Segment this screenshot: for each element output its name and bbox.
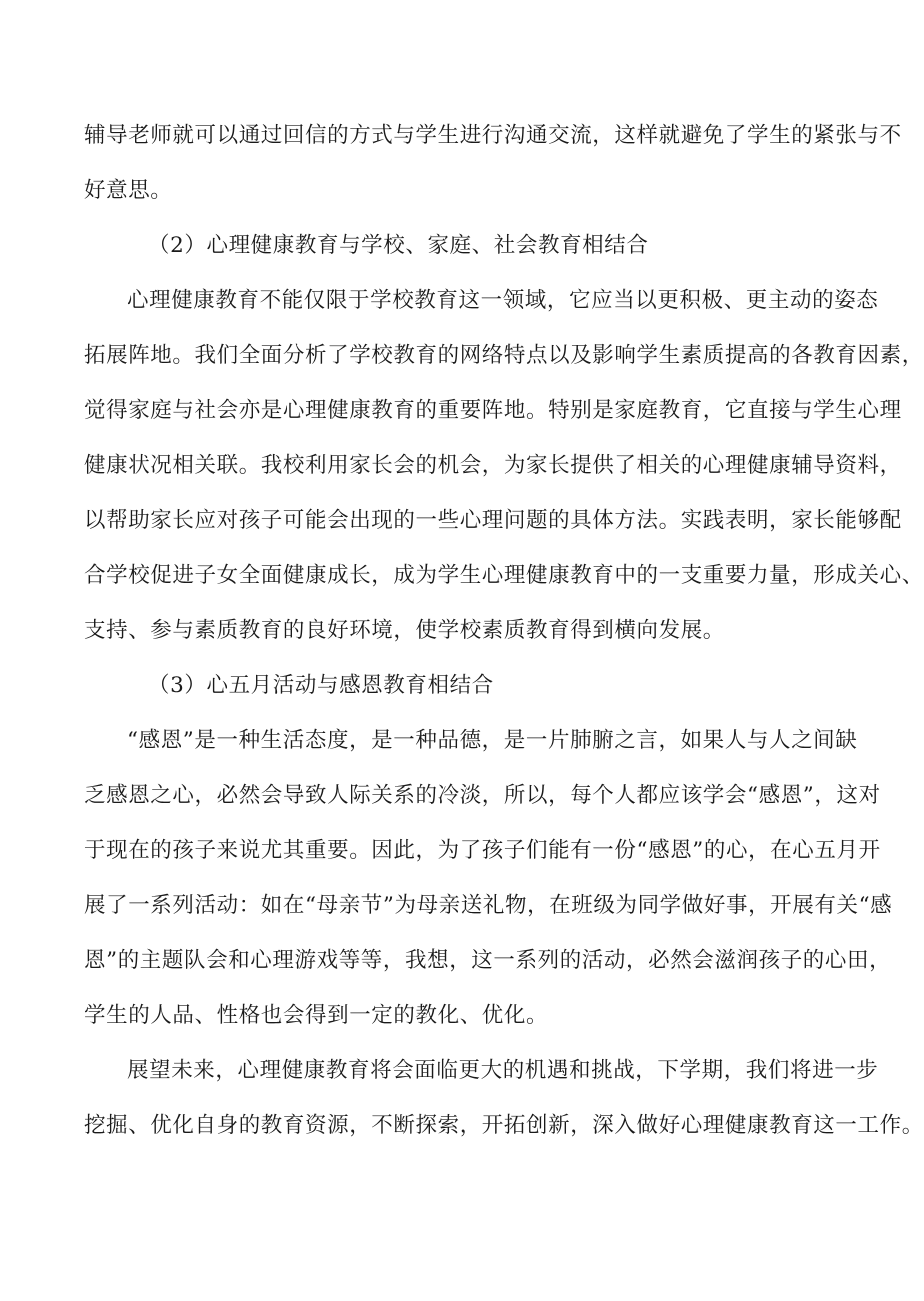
text-line: 于现在的孩子来说尤其重要。因此，为了孩子们能有一份“感恩”的心，在心五月开 [84,838,881,863]
text-line: 拓展阵地。我们全面分析了学校教育的网络特点以及影响学生素质提高的各教育因素， [84,343,924,368]
text-line: 健康状况相关联。我校利用家长会的机会，为家长提供了相关的心理健康辅导资料， [84,453,902,478]
text-line: 恩”的主题队会和心理游戏等等，我想，这一系列的活动，必然会滋润孩子的心田， [84,948,892,973]
section-heading: （2）心理健康教育与学校、家庭、社会教育相结合 [148,233,649,258]
text-line: 乏感恩之心，必然会导致人际关系的冷淡，所以，每个人都应该学会“感恩”，这对 [84,783,881,808]
paragraph-first-line: 心理健康教育不能仅限于学校教育这一领域，它应当以更积极、更主动的姿态 [127,288,879,313]
text-line: 挖掘、优化自身的教育资源，不断探索，开拓创新，深入做好心理健康教育这一工作。 [84,1113,924,1138]
text-line: 觉得家庭与社会亦是心理健康教育的重要阵地。特别是家庭教育，它直接与学生心理 [84,398,902,423]
text-line: 学生的人品、性格也会得到一定的教化、优化。 [84,1003,549,1028]
text-line: 好意思。 [84,178,173,203]
text-line: 支持、参与素质教育的良好环境，使学校素质教育得到横向发展。 [84,618,725,643]
paragraph-first-line: “感恩”是一种生活态度，是一种品德，是一片肺腑之言，如果人与人之间缺 [127,728,858,753]
text-line: 合学校促进子女全面健康成长，成为学生心理健康教育中的一支重要力量，形成关心、 [84,563,924,588]
text-line: 展了一系列活动：如在“母亲节”为母亲送礼物，在班级为同学做好事，开展有关“感 [84,893,893,918]
document-page [84,108,924,1153]
paragraph-first-line: 展望未来，心理健康教育将会面临更大的机遇和挑战，下学期，我们将进一步 [127,1058,879,1083]
section-heading: （3）心五月活动与感恩教育相结合 [148,673,494,698]
text-line: 以帮助家长应对孩子可能会出现的一些心理问题的具体方法。实践表明，家长能够配 [84,508,902,533]
text-line: 辅导老师就可以通过回信的方式与学生进行沟通交流，这样就避免了学生的紧张与不 [84,123,902,148]
